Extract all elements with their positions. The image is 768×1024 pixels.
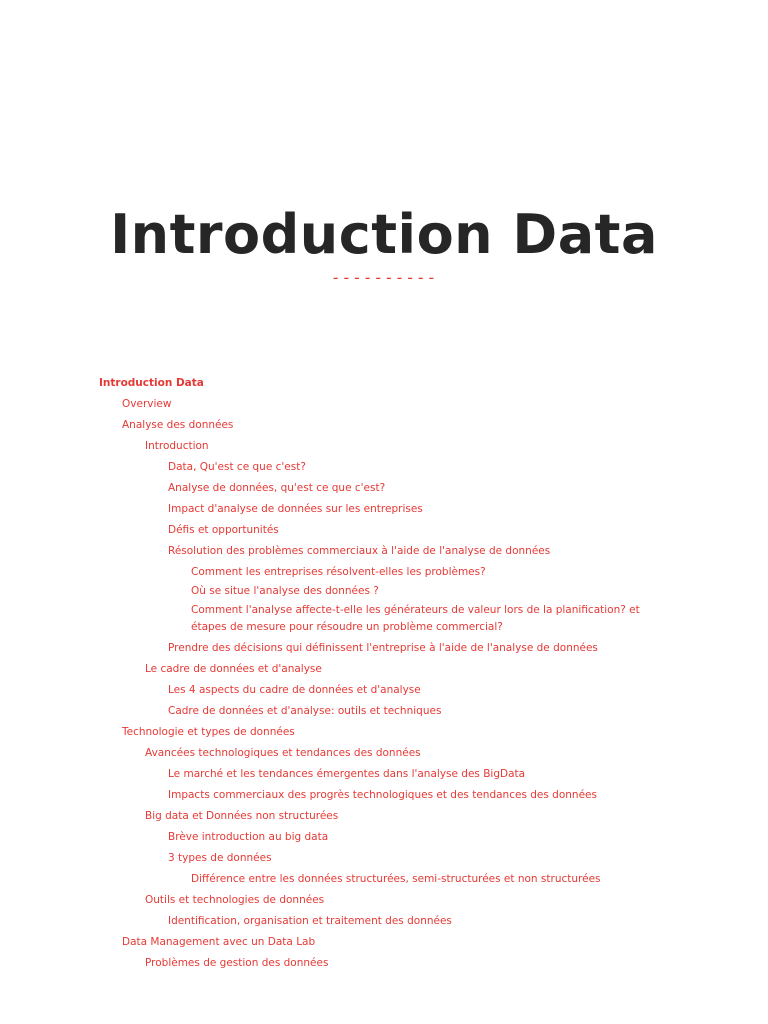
- toc-item[interactable]: 3 types de données: [168, 852, 272, 864]
- toc-item[interactable]: Défis et opportunités: [168, 524, 279, 536]
- page-title: Introduction Data: [110, 203, 658, 266]
- toc-item[interactable]: Différence entre les données structurées, semi-structurées et non structurées: [191, 873, 601, 885]
- toc-item[interactable]: Prendre des décisions qui définissent l'entreprise à l'aide de l'analyse de données: [168, 642, 598, 654]
- toc-item[interactable]: Les 4 aspects du cadre de données et d'analyse: [168, 684, 421, 696]
- toc-item[interactable]: Comment l'analyse affecte-t-elle les générateurs de valeur lors de la planification? et étapes de mesure pour résoudre un problème commercial?: [191, 604, 640, 633]
- toc-item[interactable]: Comment les entreprises résolvent-elles les problèmes?: [191, 566, 486, 578]
- toc-item[interactable]: Technologie et types de données: [122, 726, 295, 738]
- toc-item[interactable]: Avancées technologiques et tendances des données: [145, 747, 421, 759]
- toc-item[interactable]: Cadre de données et d'analyse: outils et techniques: [168, 705, 442, 717]
- toc-item[interactable]: Outils et technologies de données: [145, 894, 325, 906]
- toc-item[interactable]: Identification, organisation et traitement des données: [168, 915, 452, 927]
- toc-item[interactable]: Analyse de données, qu'est ce que c'est?: [168, 482, 386, 494]
- toc-item[interactable]: Data, Qu'est ce que c'est?: [168, 461, 306, 473]
- toc-item[interactable]: Impacts commerciaux des progrès technologiques et des tendances des données: [168, 789, 597, 801]
- title-divider: ----------: [330, 268, 438, 287]
- toc-item[interactable]: Résolution des problèmes commerciaux à l'aide de l'analyse de données: [168, 545, 551, 557]
- toc-item[interactable]: Analyse des données: [122, 419, 234, 431]
- toc-item[interactable]: Brève introduction au big data: [168, 831, 329, 843]
- toc-item[interactable]: Où se situe l'analyse des données ?: [191, 585, 379, 597]
- toc-item[interactable]: Data Management avec un Data Lab: [122, 936, 316, 948]
- toc-item[interactable]: Impact d'analyse de données sur les entreprises: [168, 503, 423, 515]
- table-of-contents: [99, 373, 659, 974]
- toc-item[interactable]: Introduction Data: [99, 377, 204, 389]
- toc-item[interactable]: Le marché et les tendances émergentes dans l'analyse des BigData: [168, 768, 526, 780]
- toc-item[interactable]: Overview: [122, 398, 172, 410]
- toc-item[interactable]: Problèmes de gestion des données: [145, 957, 329, 969]
- toc-item[interactable]: Introduction: [145, 440, 209, 452]
- toc-item[interactable]: Le cadre de données et d'analyse: [145, 663, 322, 675]
- toc-item[interactable]: Big data et Données non structurées: [145, 810, 339, 822]
